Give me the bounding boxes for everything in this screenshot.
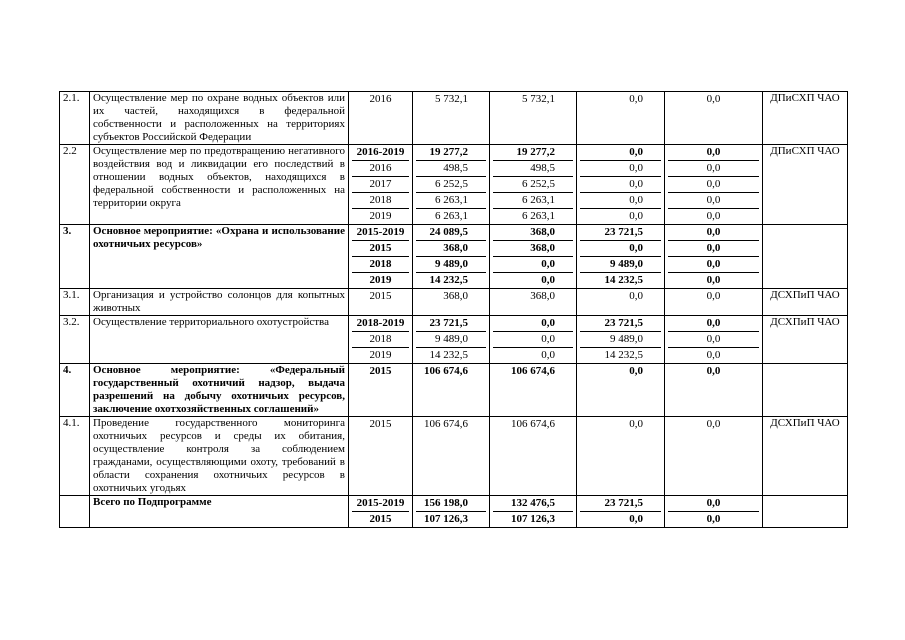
regional-amount: 0,0 — [580, 176, 661, 192]
year-value: 2015 — [352, 240, 409, 256]
federal-amount-cell — [490, 289, 577, 316]
regional-amount: 0,0 — [629, 146, 643, 158]
regional-amount-cell — [577, 496, 665, 528]
other-amount: 0,0 — [706, 93, 721, 105]
table-row — [60, 225, 848, 289]
row-description: Основное мероприятие: «Охрана и использование охотничьих ресурсов» — [90, 225, 349, 289]
total-amount: 368,0 — [416, 240, 486, 256]
other-amount-cell — [665, 316, 763, 364]
row-number: 4.1. — [60, 417, 90, 496]
regional-amount: 0,0 — [629, 365, 643, 377]
federal-amount-cell — [490, 145, 577, 225]
regional-amount-cell — [577, 417, 665, 496]
federal-amount-cell — [490, 225, 577, 289]
executor-cell: ДПиСХП ЧАО — [763, 92, 848, 145]
regional-amount: 23 721,5 — [604, 497, 643, 509]
year-value: 2018-2019 — [356, 317, 405, 329]
federal-amount: 6 252,5 — [493, 176, 573, 192]
total-amount: 9 489,0 — [416, 331, 486, 347]
regional-amount: 23 721,5 — [604, 226, 643, 238]
federal-amount: 6 263,1 — [493, 208, 573, 224]
other-amount: 0,0 — [706, 365, 721, 377]
regional-amount: 0,0 — [580, 240, 661, 256]
table-row — [60, 289, 848, 316]
executor-cell: ДПиСХП ЧАО — [763, 145, 848, 225]
year-cell — [349, 316, 413, 364]
total-amount: 6 263,1 — [416, 192, 486, 208]
other-amount: 0,0 — [706, 146, 721, 158]
regional-amount: 9 489,0 — [580, 256, 661, 272]
row-number: 3.2. — [60, 316, 90, 364]
federal-amount: 368,0 — [530, 226, 555, 238]
federal-amount-cell — [490, 92, 577, 145]
other-amount: 0,0 — [668, 256, 759, 272]
year-value: 2015 — [369, 418, 392, 430]
table-row — [60, 92, 848, 145]
total-label: Всего по Подпрограмме — [90, 496, 349, 528]
year-value: 2017 — [352, 176, 409, 192]
total-amount: 5 732,1 — [435, 93, 468, 105]
total-amount: 106 674,6 — [424, 365, 468, 377]
other-amount: 0,0 — [668, 272, 759, 288]
federal-amount-cell — [490, 316, 577, 364]
total-amount-cell — [413, 364, 490, 417]
federal-amount: 498,5 — [493, 160, 573, 176]
year-cell — [349, 145, 413, 225]
row-description: Организация и устройство солонцов для копытных животных — [90, 289, 349, 316]
row-number: 3. — [60, 225, 90, 289]
table-row — [60, 316, 848, 364]
other-amount-cell — [665, 417, 763, 496]
federal-amount-cell — [490, 496, 577, 528]
other-amount: 0,0 — [668, 347, 759, 363]
federal-amount: 368,0 — [493, 240, 573, 256]
total-amount-cell — [413, 289, 490, 316]
year-value: 2015-2019 — [356, 226, 405, 238]
federal-amount-cell — [490, 417, 577, 496]
regional-amount: 0,0 — [629, 93, 643, 105]
regional-amount: 14 232,5 — [580, 347, 661, 363]
other-amount: 0,0 — [706, 317, 721, 329]
federal-amount: 19 277,2 — [516, 146, 555, 158]
row-description: Основное мероприятие: «Федеральный государственный охотничий надзор, выдача разрешений на добычу охотничьих ресурсов, заключение охотхозяйственных соглашений» — [90, 364, 349, 417]
total-amount-cell — [413, 145, 490, 225]
year-value: 2018 — [352, 331, 409, 347]
row-number: 2.1. — [60, 92, 90, 145]
other-amount: 0,0 — [668, 192, 759, 208]
federal-amount: 6 263,1 — [493, 192, 573, 208]
year-value: 2019 — [352, 272, 409, 288]
total-amount: 6 263,1 — [416, 208, 486, 224]
total-amount: 14 232,5 — [416, 347, 486, 363]
executor-cell: ДСХПиП ЧАО — [763, 316, 848, 364]
total-row — [60, 496, 848, 528]
executor-cell: ДСХПиП ЧАО — [763, 289, 848, 316]
budget-table — [59, 91, 848, 528]
total-amount-cell — [413, 496, 490, 528]
regional-amount: 0,0 — [580, 192, 661, 208]
total-amount-cell — [413, 92, 490, 145]
federal-amount: 0,0 — [493, 331, 573, 347]
other-amount: 0,0 — [706, 226, 721, 238]
year-cell — [349, 225, 413, 289]
regional-amount: 0,0 — [629, 290, 643, 302]
regional-amount-cell — [577, 289, 665, 316]
federal-amount: 106 674,6 — [511, 418, 555, 430]
other-amount: 0,0 — [668, 160, 759, 176]
total-amount: 6 252,5 — [416, 176, 486, 192]
regional-amount-cell — [577, 316, 665, 364]
executor-cell — [763, 364, 848, 417]
regional-amount: 0,0 — [580, 208, 661, 224]
other-amount: 0,0 — [668, 176, 759, 192]
federal-amount: 132 476,5 — [511, 497, 555, 509]
other-amount: 0,0 — [668, 240, 759, 256]
row-description: Осуществление мер по охране водных объектов или их частей, находящихся в федеральной собственности и расположенных на территориях субъектов Российской Федерации — [90, 92, 349, 145]
total-amount: 14 232,5 — [416, 272, 486, 288]
row-description: Осуществление мер по предотвращению негативного воздействия вод и ликвидации его последствий в отношении водных объектов, находящихся в федеральной собственности и расположенных на территории округа — [90, 145, 349, 225]
other-amount: 0,0 — [706, 497, 721, 509]
other-amount-cell — [665, 364, 763, 417]
row-number: 4. — [60, 364, 90, 417]
other-amount: 0,0 — [668, 511, 759, 527]
year-cell — [349, 289, 413, 316]
row-number — [60, 496, 90, 528]
table-row — [60, 364, 848, 417]
total-amount-cell — [413, 225, 490, 289]
year-value: 2015 — [352, 511, 409, 527]
total-amount-cell — [413, 316, 490, 364]
table-body — [60, 92, 848, 528]
federal-amount: 368,0 — [530, 290, 555, 302]
total-amount: 9 489,0 — [416, 256, 486, 272]
total-amount: 107 126,3 — [416, 511, 486, 527]
executor-cell — [763, 225, 848, 289]
other-amount-cell — [665, 496, 763, 528]
total-amount: 24 089,5 — [429, 226, 468, 238]
year-value: 2016 — [352, 160, 409, 176]
total-amount: 23 721,5 — [429, 317, 468, 329]
regional-amount: 9 489,0 — [580, 331, 661, 347]
table-row — [60, 417, 848, 496]
regional-amount-cell — [577, 364, 665, 417]
year-cell — [349, 496, 413, 528]
federal-amount: 0,0 — [493, 256, 573, 272]
total-amount: 106 674,6 — [424, 418, 468, 430]
regional-amount-cell — [577, 92, 665, 145]
total-amount: 156 198,0 — [424, 497, 468, 509]
federal-amount: 5 732,1 — [522, 93, 555, 105]
regional-amount: 23 721,5 — [604, 317, 643, 329]
federal-amount: 106 674,6 — [511, 365, 555, 377]
year-value: 2015 — [369, 365, 392, 377]
other-amount-cell — [665, 289, 763, 316]
row-description: Осуществление территориального охотустройства — [90, 316, 349, 364]
year-value: 2019 — [352, 347, 409, 363]
regional-amount: 0,0 — [629, 418, 643, 430]
row-number: 2.2 — [60, 145, 90, 225]
table-row — [60, 145, 848, 225]
year-cell — [349, 364, 413, 417]
year-value: 2016 — [369, 93, 392, 105]
federal-amount: 107 126,3 — [493, 511, 573, 527]
regional-amount-cell — [577, 145, 665, 225]
federal-amount: 0,0 — [541, 317, 555, 329]
year-value: 2018 — [352, 192, 409, 208]
federal-amount: 0,0 — [493, 347, 573, 363]
year-value: 2015-2019 — [356, 497, 405, 509]
year-cell — [349, 92, 413, 145]
year-value: 2019 — [352, 208, 409, 224]
total-amount: 498,5 — [416, 160, 486, 176]
other-amount-cell — [665, 145, 763, 225]
federal-amount-cell — [490, 364, 577, 417]
regional-amount: 14 232,5 — [580, 272, 661, 288]
federal-amount: 0,0 — [493, 272, 573, 288]
other-amount: 0,0 — [706, 290, 721, 302]
total-amount-cell — [413, 417, 490, 496]
year-value: 2016-2019 — [356, 146, 405, 158]
other-amount: 0,0 — [668, 331, 759, 347]
year-value: 2018 — [352, 256, 409, 272]
other-amount-cell — [665, 92, 763, 145]
regional-amount: 0,0 — [580, 511, 661, 527]
regional-amount-cell — [577, 225, 665, 289]
other-amount: 0,0 — [668, 208, 759, 224]
other-amount: 0,0 — [706, 418, 721, 430]
executor-cell — [763, 496, 848, 528]
row-number: 3.1. — [60, 289, 90, 316]
regional-amount: 0,0 — [580, 160, 661, 176]
row-description: Проведение государственного мониторинга охотничьих ресурсов и среды их обитания, осуществление контроля за соблюдением гражданами, осуществляющими охоту, требований в области сохранения охотничьих ресурсов в охотничьих угодьях — [90, 417, 349, 496]
executor-cell: ДСХПиП ЧАО — [763, 417, 848, 496]
year-cell — [349, 417, 413, 496]
total-amount: 368,0 — [443, 290, 468, 302]
other-amount-cell — [665, 225, 763, 289]
year-value: 2015 — [369, 290, 392, 302]
total-amount: 19 277,2 — [429, 146, 468, 158]
